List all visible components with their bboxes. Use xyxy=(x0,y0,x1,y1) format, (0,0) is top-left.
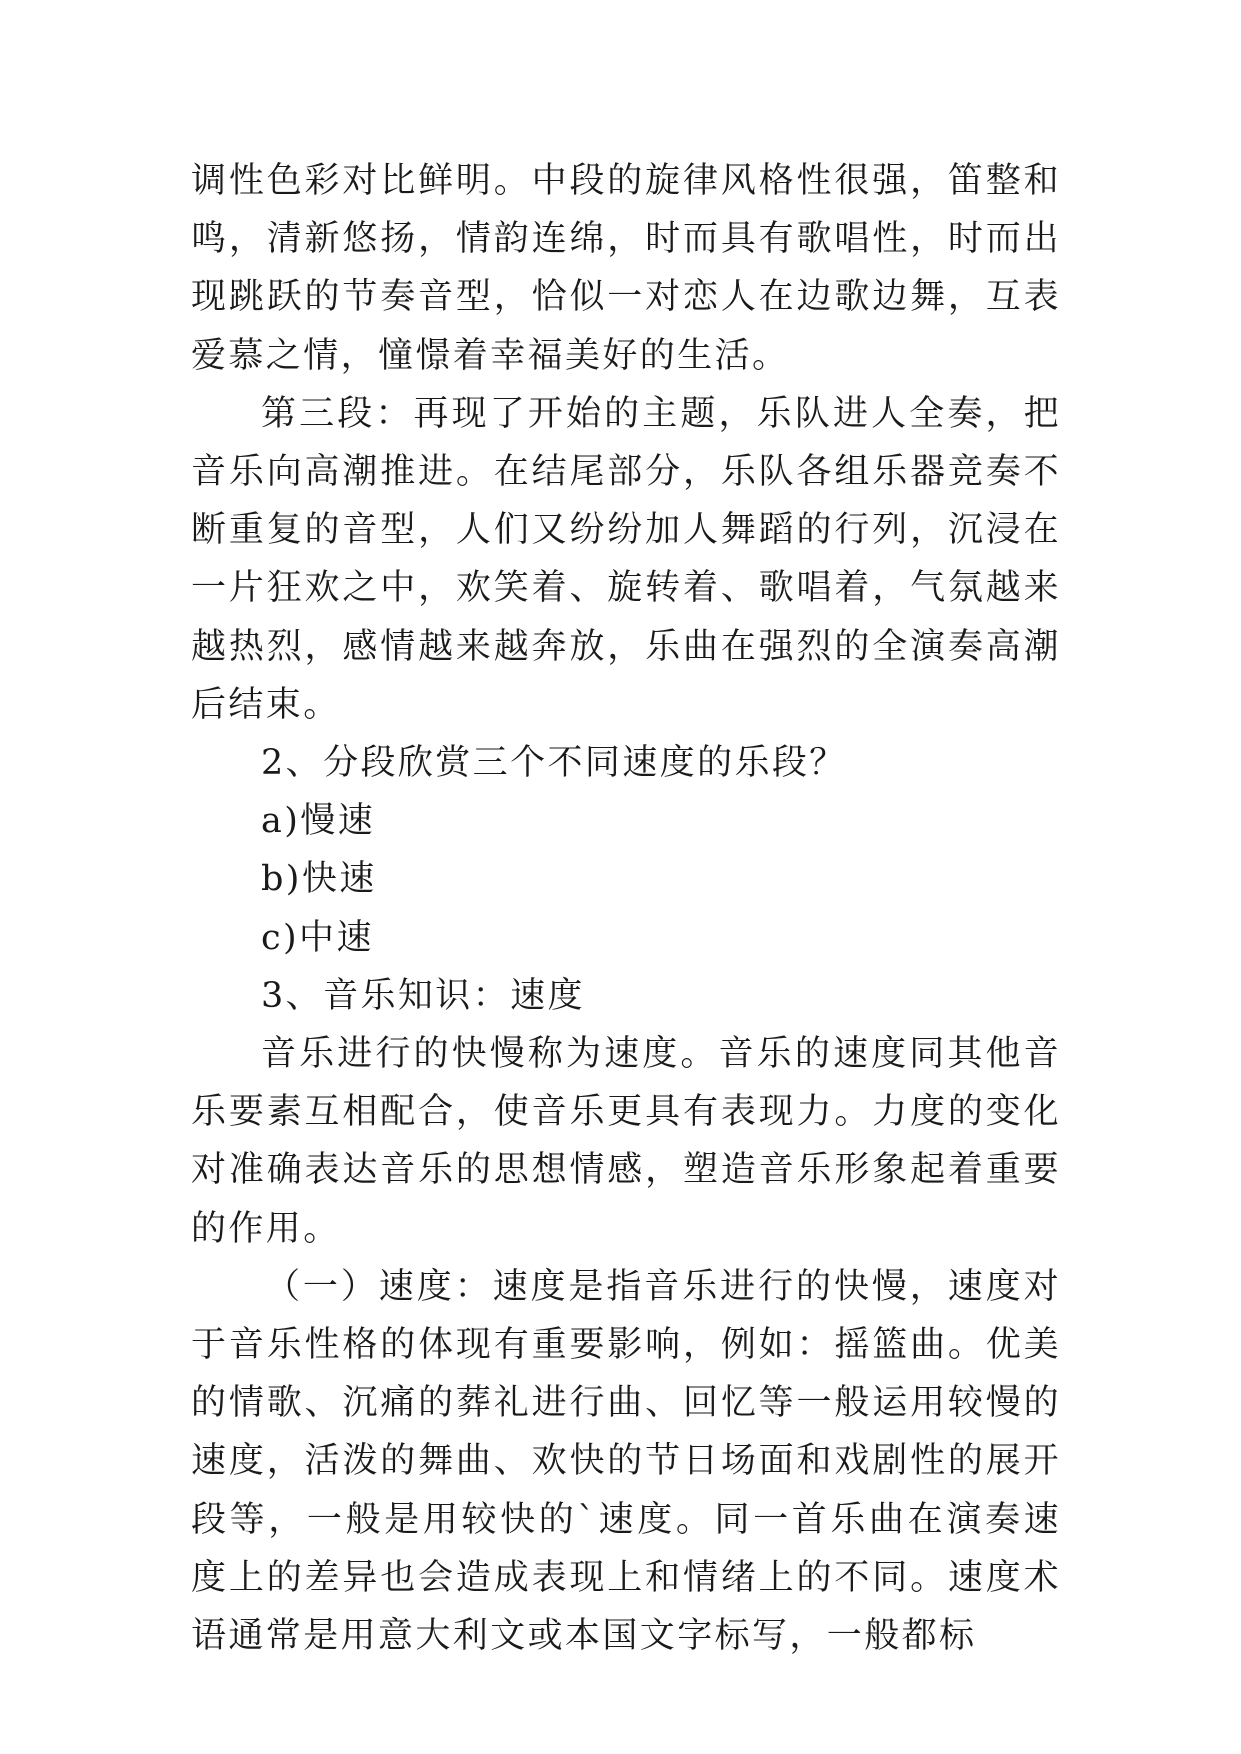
list-item-medium: c)中速 xyxy=(261,917,374,958)
heading-music-knowledge: 3、音乐知识：速度 xyxy=(261,975,585,1016)
document-body xyxy=(191,152,1061,1665)
heading-segment-listening: 2、分段欣赏三个不同速度的乐段？ xyxy=(261,743,847,784)
list-item-slow: a)慢速 xyxy=(261,801,376,842)
paragraph-tempo-detail: （一）速度：速度是指音乐进行的快慢，速度对于音乐性格的体现有重要影响，例如：摇篮曲。优美的情歌、沉痛的葬礼进行曲、回忆等一般运用较慢的速度，活泼的舞曲、欢快的节日场面和戏剧性的展开段等，一般是用较快的`速度。同一首乐曲在演奏速度上的差异也会造成表现上和情绪上的不同。速度术语通常是用意大利文或本国文字标写，一般都标 xyxy=(191,1266,1061,1657)
paragraph-melody-middle-section: 调性色彩对比鲜明。中段的旋律风格性很强，笛整和鸣，清新悠扬，情韵连绵，时而具有歌唱性，时而出现跳跃的节奏音型，恰似一对恋人在边歌边舞，互表爱慕之情，憧憬着幸福美好的生活。 xyxy=(191,161,1061,376)
paragraph-tempo-definition: 音乐进行的快慢称为速度。音乐的速度同其他音乐要素互相配合，使音乐更具有表现力。力度的变化对准确表达音乐的思想情感，塑造音乐形象起着重要的作用。 xyxy=(191,1034,1061,1249)
paragraph-third-section: 第三段：再现了开始的主题，乐队进人全奏，把音乐向高潮推进。在结尾部分，乐队各组乐器竞奏不断重复的音型，人们又纷纷加人舞蹈的行列，沉浸在一片狂欢之中，欢笑着、旋转着、歌唱着，气氛越来越热烈，感情越来越奔放，乐曲在强烈的全演奏高潮后结束。 xyxy=(191,393,1061,725)
list-item-fast: b)快速 xyxy=(261,859,377,900)
